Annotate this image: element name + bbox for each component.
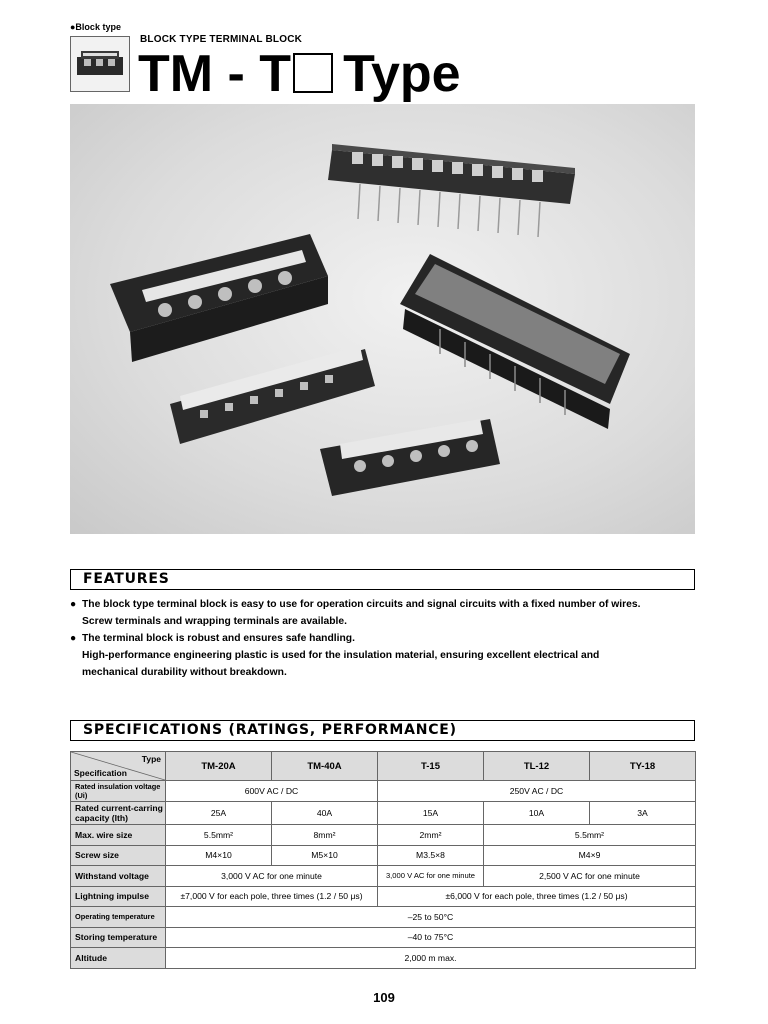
product-photo [70,104,695,534]
feature-item: High-performance engineering plastic is used for the insulation material, ensuring excellent electrical and [82,650,600,661]
table-corner-cell: Type Specification [71,752,166,781]
table-cell: 2,000 m max. [166,948,696,969]
features-heading: FEATURES [70,569,695,590]
table-row [71,845,696,866]
specifications-table [70,751,696,969]
features-list [70,596,695,681]
bullet-icon: ● [70,599,77,610]
category-tag: ●Block type [70,22,121,32]
table-cell: 5.5mm² [484,825,696,846]
table-cell: M4×9 [484,845,696,866]
table-cell: 3A [590,802,696,825]
table-cell: 3,000 V AC for one minute [166,866,378,887]
row-label: Altitude [71,948,166,969]
column-header: T-15 [378,752,484,781]
column-header: TL-12 [484,752,590,781]
row-label: Screw size [71,845,166,866]
table-cell: 8mm² [272,825,378,846]
bullet-icon: ● [70,633,77,644]
table-cell: –25 to 50°C [166,907,696,928]
table-cell: 10A [484,802,590,825]
table-cell: 250V AC / DC [378,781,696,802]
table-row [71,886,696,907]
table-row [71,907,696,928]
title-prefix: TM - T [138,45,292,103]
table-cell: M4×10 [166,845,272,866]
product-thumbnail [70,36,130,92]
row-label: Rated current-carring capacity (Ith) [71,802,166,825]
row-label: Operating temperature [71,907,166,928]
feature-item: ● The terminal block is robust and ensures safe handling. [70,630,695,647]
page-title [138,46,461,102]
terminal-block-pins [328,144,575,237]
table-row [71,781,696,802]
feature-item: ● The block type terminal block is easy to use for operation circuits and signal circuits with a fixed number of wires. [70,596,695,613]
table-cell: M3.5×8 [378,845,484,866]
table-cell: M5×10 [272,845,378,866]
column-header: TM-40A [272,752,378,781]
table-row [71,825,696,846]
row-label: Lightning impulse [71,886,166,907]
table-cell: 15A [378,802,484,825]
row-label: Rated insulation voltage (Ui) [71,781,166,802]
column-header: TY-18 [590,752,696,781]
table-cell: –40 to 75°C [166,927,696,948]
table-row [71,948,696,969]
table-row [71,866,696,887]
terminal-block-cover [400,254,630,429]
table-cell: 600V AC / DC [166,781,378,802]
table-cell: 5.5mm² [166,825,272,846]
feature-item: Screw terminals and wrapping terminals are available. [82,616,347,627]
terminal-block-large [110,234,328,362]
table-row [71,802,696,825]
table-cell: 40A [272,802,378,825]
title-suffix: Type [343,45,461,103]
table-header-row [71,752,696,781]
terminal-block-small [320,419,500,496]
table-cell: 25A [166,802,272,825]
table-cell: 2,500 V AC for one minute [484,866,696,887]
specifications-heading: SPECIFICATIONS (RATINGS, PERFORMANCE) [70,720,695,741]
table-cell: ±6,000 V for each pole, three times (1.2 / 50 μs) [378,886,696,907]
column-header: TM-20A [166,752,272,781]
table-cell: ±7,000 V for each pole, three times (1.2 / 50 μs) [166,886,378,907]
page-subtitle: BLOCK TYPE TERMINAL BLOCK [140,34,303,45]
table-cell: 3,000 V AC for one minute [378,866,484,887]
row-label: Withstand voltage [71,866,166,887]
row-label: Max. wire size [71,825,166,846]
table-row [71,927,696,948]
row-label: Storing temperature [71,927,166,948]
terminal-block-medium [170,346,375,444]
table-cell: 2mm² [378,825,484,846]
feature-item: mechanical durability without breakdown. [82,667,287,678]
page-number: 109 [373,990,395,1005]
title-placeholder-box [293,53,333,93]
